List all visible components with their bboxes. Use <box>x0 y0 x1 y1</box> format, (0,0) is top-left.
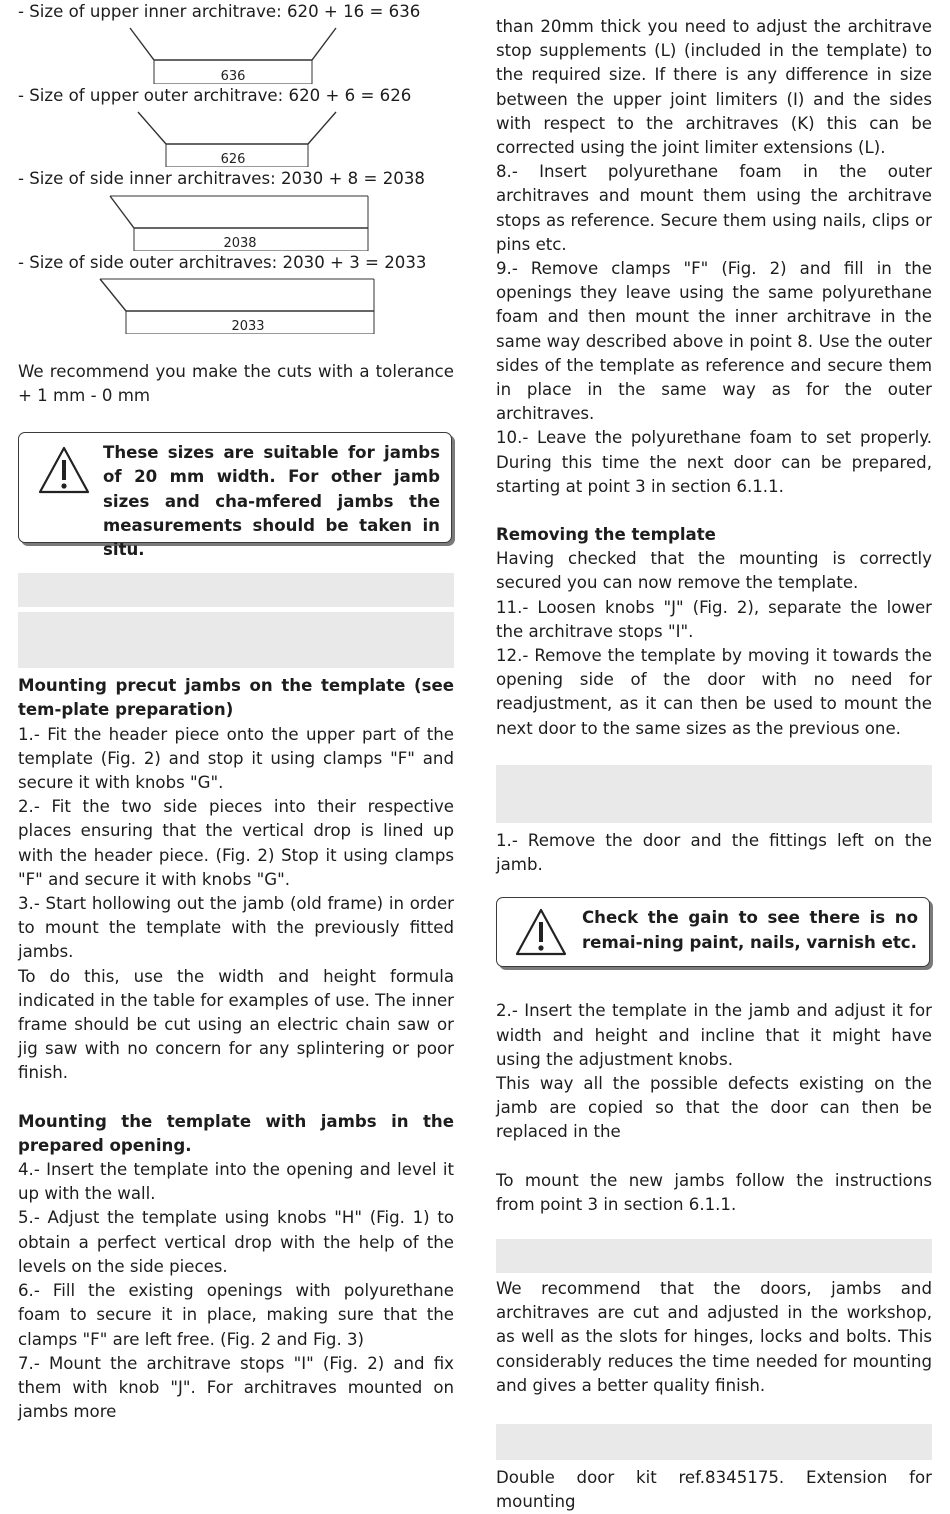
warning-icon <box>514 907 568 957</box>
warning-icon <box>37 445 91 495</box>
dim-label: 2033 <box>231 318 265 334</box>
step-7: 7.- Mount the architrave stops "I" (Fig. 2) and fix them with knob "J". For architraves mounted on jambs more <box>18 1353 454 1422</box>
section-bar <box>496 1239 932 1273</box>
warning-text: These sizes are suitable for jambs of 20 mm width. For other jamb sizes and cha-mfered jambs the measurements should be taken in situ. <box>103 443 440 560</box>
warning-text: Check the gain to see there is no remai-ning paint, nails, varnish etc. <box>582 908 918 952</box>
dim-label: 636 <box>220 69 246 85</box>
spec-text: - Size of side outer architraves: 2030 + 3 = 2033 <box>18 252 427 272</box>
step-5: 5.- Adjust the template using knobs "H" (Fig. 1) to obtain a perfect vertical drop with the help of the levels on the side pieces. <box>18 1208 454 1276</box>
left-column <box>18 0 454 1424</box>
spec-upper-inner <box>18 0 454 84</box>
step-9: 9.- Remove clamps "F" (Fig. 2) and fill in the openings they leave using the same polyurethane foam and then mount the inner architrave in the same way described above in point 8. Use the outer sides of the template as reference and secure them in place in the same way as for the outer architraves. <box>496 259 932 424</box>
step-11: 11.- Loosen knobs "J" (Fig. 2), separate the lower the architrave stops "I". <box>496 597 932 641</box>
remove-intro: Having checked that the mounting is correctly secured you can now remove the template. <box>496 549 932 593</box>
section-bar <box>18 573 454 607</box>
step-4: 4.- Insert the template into the opening and level it up with the wall. <box>18 1160 454 1204</box>
section-bar <box>496 1424 932 1460</box>
warning-box-2 <box>496 897 930 967</box>
replace-step-2: 2.- Insert the template in the jamb and adjust it for width and height and incline that it might have using the adjustment knobs. <box>496 1001 932 1069</box>
step-7-continued: than 20mm thick you need to adjust the architrave stop supplements (L) (included in the template) to the required size. If there is any difference in size between the upper joint limiters (I) and the sides with respect to the architraves (K) this can be corrected using the joint limiter extensions (L). <box>496 17 932 158</box>
step-6: 6.- Fill the existing openings with polyurethane foam to secure it in place, making sure that the clamps "F" are left free. (Fig. 2 and Fig. 3) <box>18 1281 454 1349</box>
step-3-detail: To do this, use the width and height formula indicated in the table for examples of use. The inner frame should be cut using an electric chain saw or jig saw with no concern for any splintering or poor finish. <box>18 966 454 1083</box>
tolerance-note: We recommend you make the cuts with a tolerance + 1 mm - 0 mm <box>18 361 454 406</box>
heading-removing-template: Removing the template <box>496 525 716 545</box>
replace-step-2-detail: This way all the possible defects existing on the jamb are copied so that the door can then be replaced in the <box>496 1073 932 1142</box>
replace-step-1: 1.- Remove the door and the fittings left on the jamb. <box>496 830 932 875</box>
upper-outer-architrave-diagram <box>18 108 454 167</box>
mount-new-jambs: To mount the new jambs follow the instructions from point 3 in section 6.1.1. <box>496 1170 932 1214</box>
step-3: 3.- Start hollowing out the jamb (old frame) in order to mount the template with the previously fitted jambs. <box>18 894 454 962</box>
section-bar <box>496 765 932 823</box>
spec-text: - Size of upper inner architrave: 620 + 16 = 636 <box>18 2 421 21</box>
side-outer-architrave-diagram <box>18 275 454 334</box>
spec-text: - Size of side inner architraves: 2030 + 8 = 2038 <box>18 169 425 189</box>
section-bar <box>18 612 454 668</box>
workshop-note: We recommend that the doors, jambs and architraves are cut and adjusted in the workshop, as well as the slots for hinges, locks and bolts. This considerably reduces the time needed for mounting and gives a better quality finish. <box>496 1278 932 1395</box>
spec-upper-outer <box>18 84 454 167</box>
heading-mounting-precut: Mounting precut jambs on the template (see tem-plate preparation) <box>18 676 454 720</box>
spec-text: - Size of upper outer architrave: 620 + 6 = 626 <box>18 86 412 106</box>
step-1: 1.- Fit the header piece onto the upper part of the template (Fig. 2) and stop it using clamps "F" and secure it with knobs "G". <box>18 724 454 793</box>
spec-side-inner <box>18 167 454 250</box>
upper-inner-architrave-diagram <box>18 24 454 84</box>
spec-side-outer <box>18 251 454 334</box>
side-inner-architrave-diagram <box>18 192 454 251</box>
step-2: 2.- Fit the two side pieces into their respective places ensuring that the vertical drop is lined up with the header piece. (Fig. 2) Stop it using clamps "F" and secure it with knobs "G". <box>18 797 454 889</box>
dim-label: 2038 <box>223 235 257 251</box>
double-door-kit: Double door kit ref.8345175. Extension for mounting <box>496 1467 932 1512</box>
right-column <box>496 15 932 1514</box>
step-10: 10.- Leave the polyurethane foam to set properly. During this time the next door can be prepared, starting at point 3 in section 6.1.1. <box>496 428 932 496</box>
warning-box <box>18 432 452 560</box>
heading-mounting-template: Mounting the template with jambs in the prepared opening. <box>18 1111 454 1155</box>
step-8: 8.- Insert polyurethane foam in the outer architraves and mount them using the architrave stops as reference. Secure them using nails, clips or pins etc. <box>496 162 932 254</box>
dim-label: 626 <box>220 152 246 168</box>
step-12: 12.- Remove the template by moving it towards the opening side of the door with no need for readjustment, as it can then be used to mount the next door to the same sizes as the previous one. <box>496 646 932 738</box>
